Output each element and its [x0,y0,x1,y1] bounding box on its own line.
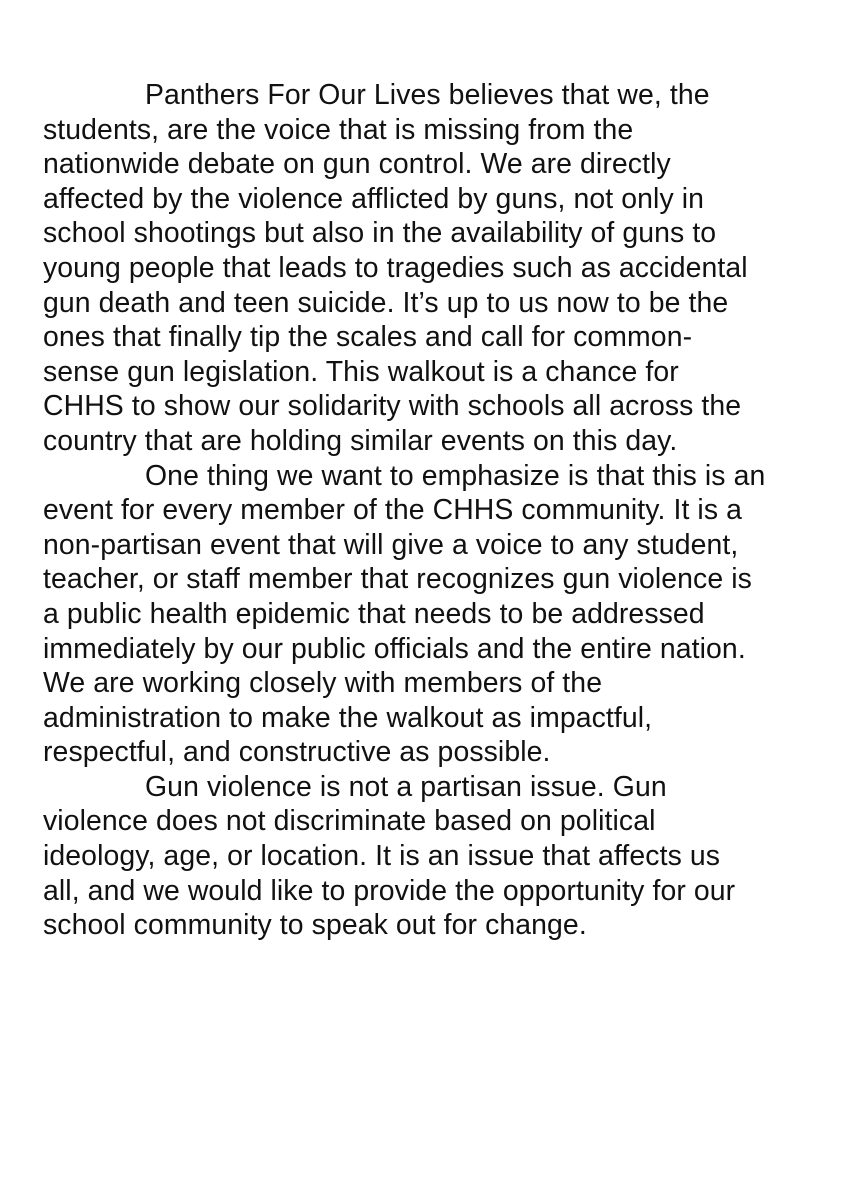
text-line: ideology, age, or location. It is an issue that affects us [43,840,721,873]
text-line: ones that finally tip the scales and call for common- [43,321,693,354]
text-line: respectful, and constructive as possible. [43,736,551,769]
text-line: non-partisan event that will give a voice to any student, [43,528,739,561]
text-line: We are working closely with members of the [43,667,603,700]
text-line: a public health epidemic that needs to be addressed [43,597,705,630]
text-line: immediately by our public officials and the entire nation. [43,632,746,665]
text-line: One thing we want to emphasize is that this is an [145,459,766,492]
text-line: administration to make the walkout as impactful, [43,701,653,734]
text-line: event for every member of the CHHS community. It is a [43,494,742,527]
paragraph-1 [43,78,833,459]
text-line: school shootings but also in the availability of guns to [43,217,717,250]
text-line: all, and we would like to provide the opportunity for our [43,874,736,907]
text-line: teacher, or staff member that recognizes gun violence is [43,563,752,596]
text-line: students, are the voice that is missing from the [43,113,634,146]
text-line: young people that leads to tragedies such as accidental [43,251,748,284]
text-line: Panthers For Our Lives believes that we, the [145,79,710,111]
text-line: affected by the violence afflicted by guns, not only in [43,182,705,215]
text-line: school community to speak out for change. [43,909,587,942]
paragraph-3 [43,770,833,943]
text-line: sense gun legislation. This walkout is a chance for [43,355,679,388]
statement-document [43,78,833,943]
text-line: CHHS to show our solidarity with schools all across the [43,390,742,423]
paragraph-2 [43,459,833,770]
text-line: gun death and teen suicide. It’s up to us now to be the [43,286,729,319]
text-line: Gun violence is not a partisan issue. Gun [145,770,667,803]
text-line: violence does not discriminate based on political [43,805,656,838]
text-line: country that are holding similar events on this day. [43,424,678,457]
text-line: nationwide debate on gun control. We are directly [43,148,671,181]
